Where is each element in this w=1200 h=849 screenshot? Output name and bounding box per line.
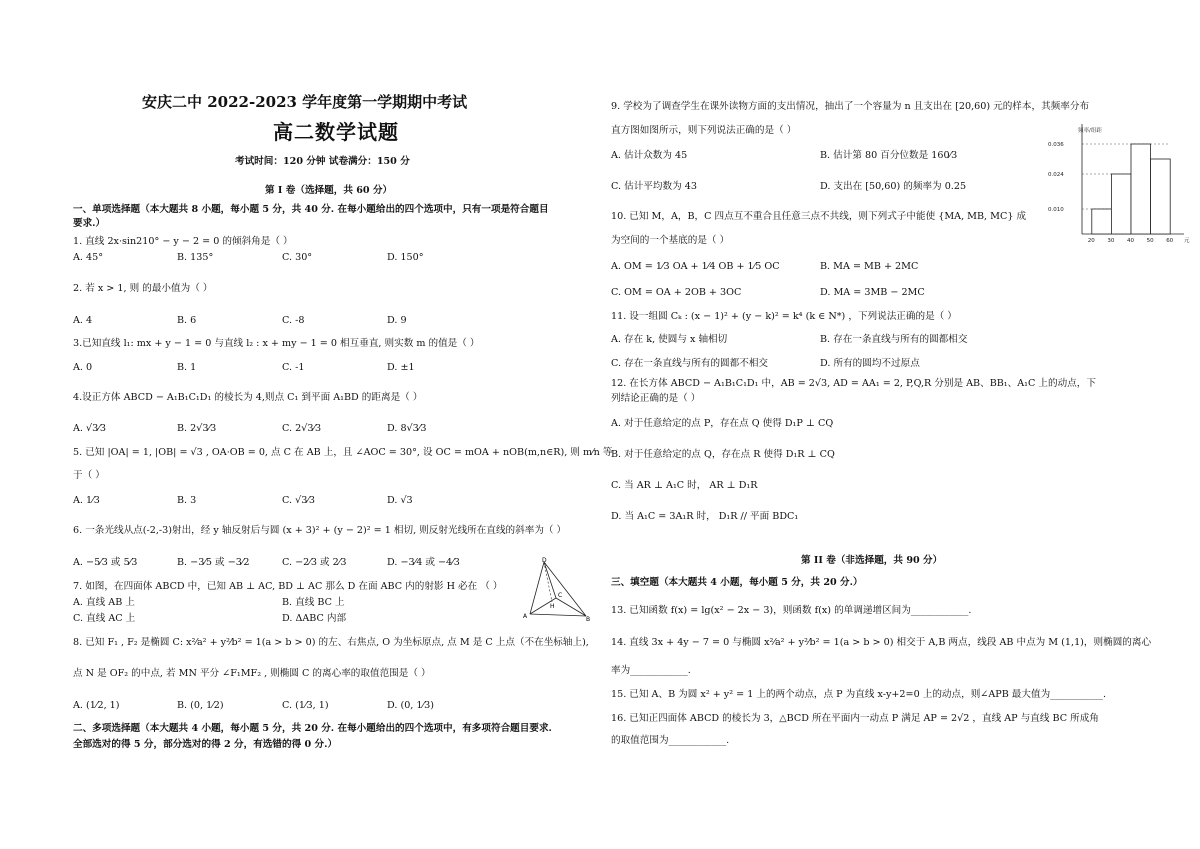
q2-option-d: D. 9 [387,315,407,326]
x-tick-label-0: 20 [1087,238,1095,244]
q4-stem: 4.设正方体 ABCD − A₁B₁C₁D₁ 的棱长为 4,则点 C₁ 到平面 A₁BD 的距离是（ ） [73,392,423,403]
q7-stem: 7. 如图，在四面体 ABCD 中，已知 AB ⊥ AC, BD ⊥ AC 那么 D 在面 ABC 内的射影 H 必在 （ ） [73,581,503,592]
y-axis-label: 频率/组距 [1078,128,1102,134]
q2-option-b: B. 6 [177,315,197,326]
q10-option-d: D. MA = 3MB − 2MC [820,287,925,298]
q5-stem: 5. 已知 |OA| = 1, |OB| = √3 , OA·OB = 0, 点 C 在 AB 上，且 ∠AOC = 30°, 设 OC = mOA + nOB(m,n∈R), 则 m⁄n 等 [73,447,613,458]
histogram-bar-0 [1092,209,1112,234]
q1-option-d: D. 150° [387,252,424,263]
part1-heading: 第 I 卷（选择题，共 60 分） [265,185,393,196]
q6-option-c: C. −2⁄3 或 2⁄3 [282,557,347,568]
q10-stem: 10. 已知 M，A，B，C 四点互不重合且任意三点不共线，则下列式子中能使 {MA, MB, MC} 成 [611,211,1027,222]
y-tick-label-2: 0.036 [1048,142,1064,148]
q12-stem: 12. 在长方体 ABCD − A₁B₁C₁D₁ 中，AB = 2√3, AD = AA₁ = 2, P,Q,R 分别是 AB、BB₁、A₁C 上的动点，下 [611,378,1096,389]
q8-option-c: C. (1⁄3, 1) [282,700,329,711]
q11-option-b: B. 存在一条直线与所有的圆都相交 [820,334,968,345]
q1-stem: 1. 直线 2x·sin210° − y − 2 = 0 的倾斜角是（ ） [73,236,293,247]
q1-option-c: C. 30° [282,252,313,263]
q5-option-b: B. 3 [177,495,197,506]
q5-option-a: A. 1⁄3 [73,495,100,506]
q9-option-b: B. 估计第 80 百分位数是 160⁄3 [820,150,958,161]
x-axis-unit: 元 [1184,238,1190,244]
q3-stem: 3.已知直线 l₁: mx + y − 1 = 0 与直线 l₂ : x + my − 1 = 0 相互垂直, 则实数 m 的值是（ ） [73,338,480,349]
section1-heading: 一、单项选择题（本大题共 8 小题，每小题 5 分，共 40 分. 在每小题给出的四个选项中，只有一项是符合题目 [73,204,549,215]
q9-stem-cont: 直方图如图所示，则下列说法正确的是（ ） [611,125,797,136]
q4-option-a: A. √3⁄3 [73,423,106,434]
label-b: B [586,616,591,623]
section1-heading-cont: 要求.） [73,218,106,229]
q6-stem: 6. 一条光线从点(-2,-3)射出，经 y 轴反射后与圆 (x + 3)² + (y − 2)² = 1 相切, 则反射光线所在直线的斜率为（ ） [73,525,567,536]
q9-option-c: C. 估计平均数为 43 [611,181,697,192]
q8-option-a: A. (1⁄2, 1) [73,700,120,711]
q13-text: 13. 已知函数 f(x) = lg(x² − 2x − 3)，则函数 f(x) 的单调递增区间为____________. [611,605,972,616]
part2-heading: 第 II 卷（非选择题，共 90 分） [801,555,943,566]
q6-option-a: A. −5⁄3 或 5⁄3 [73,557,138,568]
label-a: A [523,613,528,620]
q8-option-b: B. (0, 1⁄2) [177,700,224,711]
y-tick-label-0: 0.010 [1048,207,1064,213]
q12-stem-cont: 列结论正确的是（ ） [611,393,701,404]
q2-option-c: C. -8 [282,315,305,326]
q4-option-b: B. 2√3⁄3 [177,423,217,434]
q12-option-d: D. 当 A₁C = 3A₁R 时， D₁R // 平面 BDC₁ [611,511,799,522]
edge-ab [530,614,586,616]
q6-option-b: B. −3⁄5 或 −3⁄2 [177,557,250,568]
q5-option-d: D. √3 [387,495,413,506]
q11-option-a: A. 存在 k, 使圆与 x 轴相切 [611,334,728,345]
q8-option-d: D. (0, 1⁄3) [387,700,434,711]
q7-option-b: B. 直线 BC 上 [282,597,345,608]
q2-option-a: A. 4 [73,315,93,326]
q10-option-a: A. OM = 1⁄3 OA + 1⁄4 OB + 1⁄5 OC [611,261,780,272]
frequency-histogram [1046,116,1190,248]
edge-cb [556,598,586,616]
edge-dc [544,562,556,598]
q12-option-c: C. 当 AR ⊥ A₁C 时， AR ⊥ D₁R [611,480,758,491]
q1-option-b: B. 135° [177,252,214,263]
q5-option-c: C. √3⁄3 [282,495,316,506]
histogram-bar-1 [1111,174,1131,234]
q16-text: 16. 已知正四面体 ABCD 的棱长为 3，△BCD 所在平面内一动点 P 满足 AP = 2√2 ，直线 AP 与直线 BC 所成角 [611,713,1099,724]
q10-option-c: C. OM = OA + 2OB + 3OC [611,287,742,298]
q3-option-c: C. -1 [282,362,305,373]
label-d: D [542,557,547,564]
q7-option-a: A. 直线 AB 上 [73,597,135,608]
q9-stem: 9. 学校为了调查学生在课外读物方面的支出情况，抽出了一个容量为 n 且支出在 [20,60) 元的样本，其频率分布 [611,101,1090,112]
x-tick-label-4: 60 [1166,238,1174,244]
section2-heading: 二、多项选择题（本大题共 4 小题，每小题 5 分，共 20 分. 在每小题给出的四个选项中，有多项符合题目要求. [73,723,552,734]
histogram-bar-2 [1131,144,1151,234]
subject-title: 高二数学试题 [273,120,399,144]
q1-option-a: A. 45° [73,252,104,263]
histogram-bar-3 [1151,159,1171,234]
q8-stem-cont: 点 N 是 OF₂ 的中点, 若 MN 平分 ∠F₁MF₂ , 则椭圆 C 的离心率的取值范围是（ ） [73,668,431,679]
q3-option-a: A. 0 [73,362,93,373]
label-h: H [550,603,555,610]
q14-text: 14. 直线 3x + 4y − 7 = 0 与椭圆 x²⁄a² + y²⁄b² = 1(a > b > 0) 相交于 A,B 两点，线段 AB 中点为 M (1,1)，则椭圆的离心 [611,637,1152,648]
q4-option-c: C. 2√3⁄3 [282,423,322,434]
edge-da [530,562,544,614]
q15-text: 15. 已知 A、B 为圆 x² + y² = 1 上的两个动点，点 P 为直线 x-y+2=0 上的动点，则∠APB 最大值为___________. [611,689,1107,700]
q14-text-cont: 率为____________. [611,665,691,676]
q10-option-b: B. MA = MB + 2MC [820,261,919,272]
q9-option-a: A. 估计众数为 45 [611,150,688,161]
x-tick-label-2: 40 [1127,238,1134,244]
section3-heading: 三、填空题（本大题共 4 小题，每小题 5 分，共 20 分.） [611,577,863,588]
q9-option-d: D. 支出在 [50,60) 的频率为 0.25 [820,181,967,192]
x-tick-label-3: 50 [1146,238,1154,244]
q3-option-b: B. 1 [177,362,197,373]
y-tick-label-1: 0.024 [1048,172,1064,178]
q8-stem: 8. 已知 F₁ , F₂ 是椭圆 C: x²⁄a² + y²⁄b² = 1(a > b > 0) 的左、右焦点, O 为坐标原点, 点 M 是 C 上点（不在坐标轴上), [73,637,589,648]
q3-option-d: D. ±1 [387,362,415,373]
q16-text-cont: 的取值范围为____________. [611,735,730,746]
q11-stem: 11. 设一组圆 Cₖ : (x − 1)² + (y − k)² = k⁴ (k ∈ N*) ，下列说法正确的是（ ） [611,311,957,322]
q6-option-d: D. −3⁄4 或 −4⁄3 [387,557,460,568]
tetrahedron-figure [522,556,592,622]
q12-option-a: A. 对于任意给定的点 P，存在点 Q 使得 D₁P ⊥ CQ [611,418,834,429]
x-tick-label-1: 30 [1107,238,1115,244]
q11-option-d: D. 所有的圆均不过原点 [820,358,920,369]
q5-stem-cont: 于（ ） [73,470,105,481]
label-c: C [558,592,563,599]
q4-option-d: D. 8√3⁄3 [387,423,427,434]
q10-stem-cont: 为空间的一个基底的是（ ） [611,235,730,246]
q12-option-b: B. 对于任意给定的点 Q，存在点 R 使得 D₁R ⊥ CQ [611,449,835,460]
q2-stem: 2. 若 x > 1, 则 的最小值为（ ） [73,283,213,294]
q7-option-c: C. 直线 AC 上 [73,613,136,624]
q7-option-d: D. ΔABC 内部 [282,613,347,624]
exam-info: 考试时间：120 分钟 试卷满分：150 分 [235,156,410,167]
q11-option-c: C. 存在一条直线与所有的圆都不相交 [611,358,769,369]
section2-heading-cont: 全部选对的得 5 分，部分选对的得 2 分，有选错的得 0 分.） [73,739,338,750]
school-title: 安庆二中 2022-2023 学年度第一学期期中考试 [142,93,468,111]
